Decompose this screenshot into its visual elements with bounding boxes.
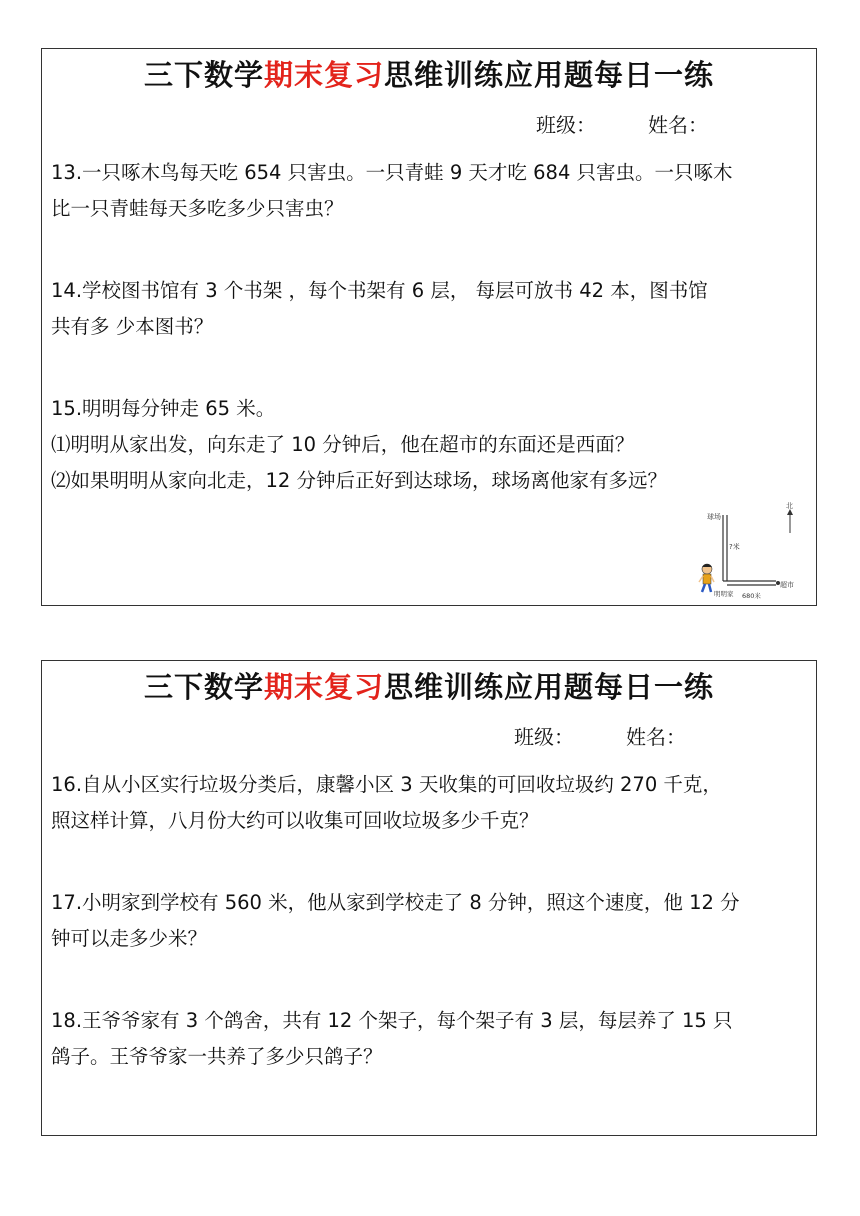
- question-13: [51, 155, 811, 227]
- class-label: 班级：: [536, 113, 596, 137]
- question-line: 16.自从小区实行垃圾分类后，康馨小区 3 天收集的可回收垃圾约 270 千克，: [51, 773, 722, 796]
- question-line: 14.学校图书馆有 3 个书架 ，每个书架有 6 层， 每层可放书 42 本，图书馆: [51, 279, 708, 302]
- card-title: [42, 665, 816, 706]
- title-part: 三下数学: [143, 670, 264, 704]
- route-diagram: [650, 499, 810, 605]
- name-label: 姓名：: [626, 725, 686, 749]
- title-part: 思维训练应用题每日一练: [384, 670, 715, 704]
- title-highlight: 期末复习: [263, 58, 384, 92]
- title-highlight: 期末复习: [263, 670, 384, 704]
- question-line: ⑵如果明明从家向北走，12 分钟后正好到达球场，球场离他家有多远？: [51, 469, 668, 492]
- question-line: 鸽子。王爷爷家一共养了多少只鸽子？: [51, 1045, 383, 1068]
- question-line: 共有多 少本图书？: [51, 315, 214, 338]
- question-line: 17.小明家到学校有 560 米，他从家到学校走了 8 分钟，照这个速度，他 12 分: [51, 891, 740, 914]
- home-label: 明明家: [714, 590, 734, 598]
- question-line: 13.一只啄木鸟每天吃 654 只害虫。一只青蛙 9 天才吃 684 只害虫。一只啄木: [51, 161, 733, 184]
- question-line: ⑴明明从家出发，向东走了 10 分钟后，他在超市的东面还是西面？: [51, 433, 635, 456]
- worksheet-card-2: [41, 660, 817, 1136]
- question-18: [51, 1003, 811, 1075]
- north-label: 北: [786, 502, 793, 510]
- boy-icon: [699, 564, 714, 592]
- name-label: 姓名：: [648, 113, 708, 137]
- question-line: 15.明明每分钟走 65 米。: [51, 397, 276, 420]
- worksheet-card-1: [41, 48, 817, 606]
- question-line: 18.王爷爷家有 3 个鸽舍，共有 12 个架子，每个架子有 3 层，每层养了 15 只: [51, 1009, 733, 1032]
- east-distance-label: 680米: [742, 592, 761, 600]
- court-label: 球场: [707, 513, 721, 521]
- question-line: 比一只青蛙每天多吃多少只害虫？: [51, 197, 344, 220]
- title-part: 三下数学: [143, 58, 264, 92]
- class-label: 班级：: [514, 725, 574, 749]
- card-title: [42, 53, 816, 94]
- title-part: 思维训练应用题每日一练: [384, 58, 715, 92]
- question-14: [51, 273, 811, 345]
- question-15: [51, 391, 811, 499]
- question-line: 照这样计算，八月份大约可以收集可回收垃圾多少千克？: [51, 809, 539, 832]
- question-17: [51, 885, 811, 957]
- supermarket-label: 超市: [780, 581, 794, 589]
- distance-unknown-label: ?米: [729, 543, 740, 551]
- question-line: 钟可以走多少米？: [51, 927, 208, 950]
- question-16: [51, 767, 811, 839]
